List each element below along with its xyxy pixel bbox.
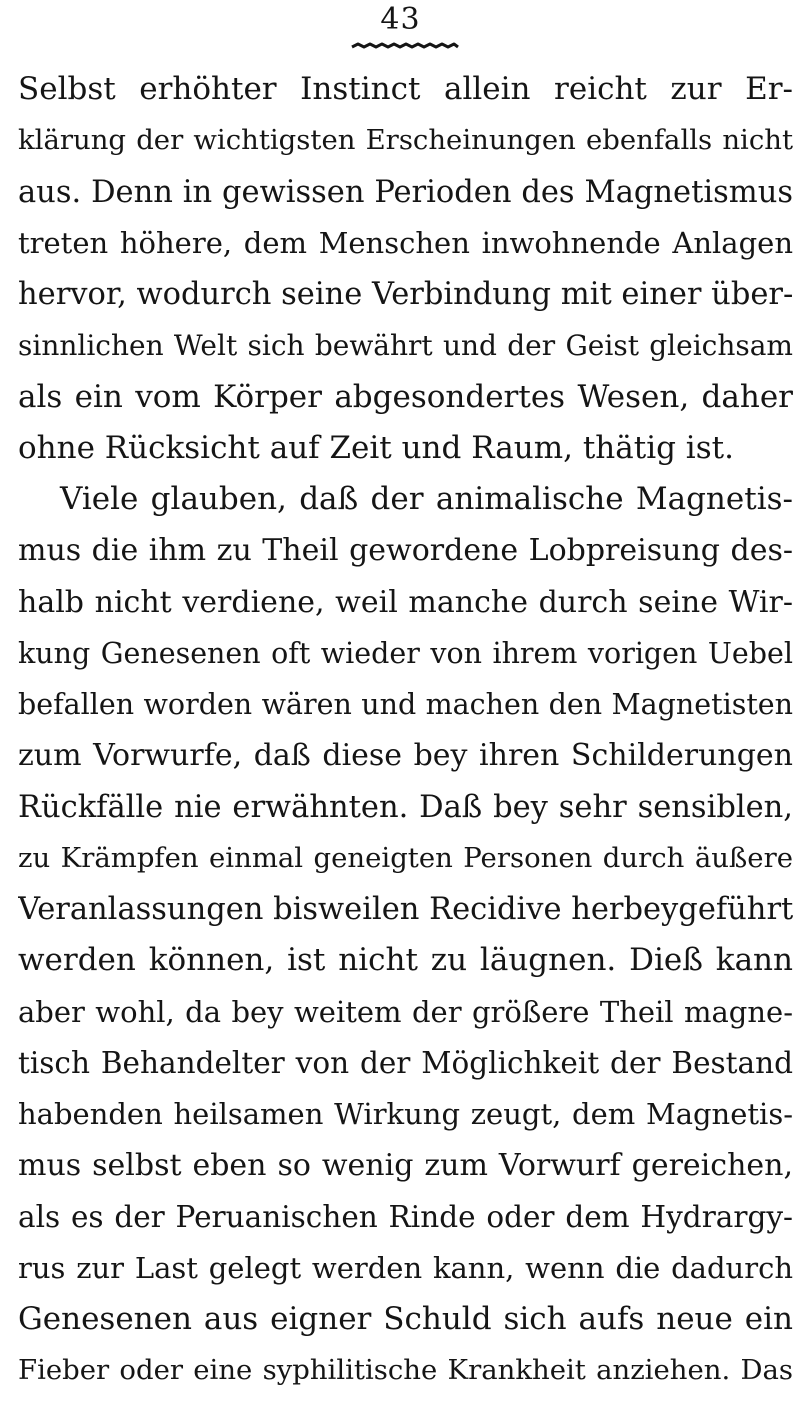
text-line: zu Krämpfen einmal geneigten Personen durch äußere bbox=[18, 841, 793, 874]
text-line: befallen worden wären und machen den Magnetisten bbox=[18, 688, 793, 721]
text-line: Genesenen aus eigner Schuld sich aufs neue ein bbox=[18, 1301, 793, 1337]
text-line: halb nicht verdiene, weil manche durch seine Wir- bbox=[18, 584, 793, 620]
text-line: ohne Rücksicht auf Zeit und Raum, thätig ist. bbox=[18, 429, 734, 466]
text-line: aus. Denn in gewissen Perioden des Magnetismus bbox=[18, 174, 793, 210]
body-text bbox=[18, 64, 793, 1397]
ornament-rule bbox=[350, 38, 460, 52]
text-line: Veranlassungen bisweilen Recidive herbeygeführt bbox=[18, 892, 793, 927]
text-line: klärung der wichtigsten Erscheinungen ebenfalls nicht bbox=[18, 124, 793, 157]
text-line: mus die ihm zu Theil gewordene Lobpreisung des- bbox=[18, 533, 793, 569]
text-line: tisch Behandelter von der Möglichkeit der Bestand bbox=[18, 1045, 793, 1080]
text-line: als ein vom Körper abgesondertes Wesen, daher bbox=[18, 378, 793, 415]
text-line: als es der Peruanischen Rinde oder dem Hydrargy- bbox=[18, 1199, 793, 1234]
text-line: Rückfälle nie erwähnten. Daß bey sehr sensiblen, bbox=[18, 789, 793, 825]
text-line: hervor, wodurch seine Verbindung mit einer über- bbox=[18, 277, 793, 312]
paragraph-start-line: Viele glauben, daß der animalische Magnetis- bbox=[60, 481, 793, 517]
text-line: sinnlichen Welt sich bewährt und der Geist gleichsam bbox=[18, 329, 793, 363]
text-line: mus selbst eben so wenig zum Vorwurf gereichen, bbox=[18, 1148, 793, 1184]
text-line: Selbst erhöhter Instinct allein reicht zur Er- bbox=[18, 71, 793, 107]
text-line: habenden heilsamen Wirkung zeugt, dem Magnetis- bbox=[18, 1097, 793, 1131]
text-line: treten höhere, dem Menschen inwohnende Anlagen bbox=[18, 225, 793, 260]
text-line: kung Genesenen oft wieder von ihrem vorigen Uebel bbox=[18, 636, 793, 670]
text-line: zum Vorwurfe, daß diese bey ihren Schilderungen bbox=[18, 738, 793, 774]
text-line: Fieber oder eine syphilitische Krankheit anziehen. Das bbox=[18, 1354, 793, 1387]
text-line: rus zur Last gelegt werden kann, wenn die dadurch bbox=[18, 1250, 793, 1285]
text-line: werden können, ist nicht zu läugnen. Dieß kann bbox=[18, 942, 793, 979]
text-line: aber wohl, da bey weitem der größere Theil magne- bbox=[18, 994, 793, 1029]
page-number: 43 bbox=[380, 2, 421, 37]
